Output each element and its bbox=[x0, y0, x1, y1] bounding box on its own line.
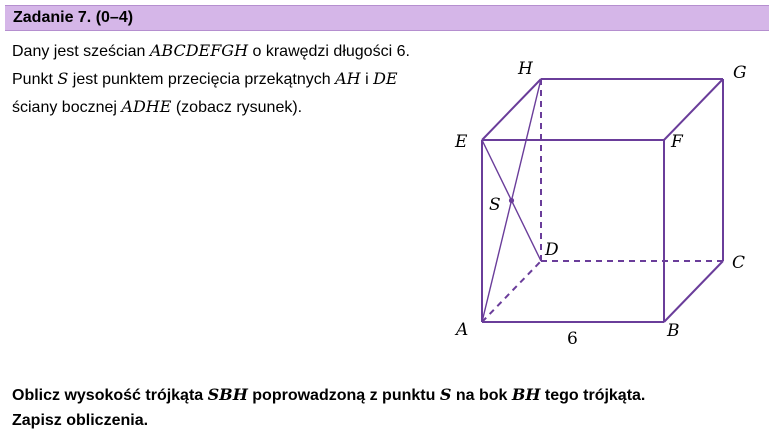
edge-length: 6 bbox=[396, 43, 406, 60]
label-h: H bbox=[518, 59, 533, 79]
edge-fg bbox=[664, 79, 723, 140]
intro-text-3: . Punkt bbox=[12, 43, 410, 88]
task-title: Zadanie 7. (0–4) bbox=[13, 9, 134, 26]
triangle-sbh: SBH bbox=[207, 385, 248, 404]
point-s: S bbox=[57, 69, 69, 88]
task-instruction bbox=[12, 382, 772, 433]
label-c: C bbox=[732, 253, 746, 273]
edge-bc bbox=[664, 261, 723, 322]
edge-he bbox=[482, 79, 541, 140]
edge-length-label: 6 bbox=[567, 329, 578, 349]
task-point-s: S bbox=[439, 385, 452, 404]
label-d: D bbox=[545, 240, 559, 260]
task-text-2: poprowadzoną z punktu bbox=[247, 387, 440, 404]
intro-text-4: jest punktem przecięcia przekątnych bbox=[68, 71, 336, 88]
cube-name: ABCDEFGH bbox=[149, 41, 249, 60]
edge-ad bbox=[482, 261, 541, 322]
label-f: F bbox=[671, 132, 683, 152]
diagonal-ah: AH bbox=[335, 69, 361, 88]
intro-text-6: ściany bocznej bbox=[12, 99, 122, 116]
side-bh: BH bbox=[511, 385, 541, 404]
intro-text-1: Dany jest sześcian bbox=[12, 43, 150, 60]
task-text-4: tego trójkąta. bbox=[540, 387, 646, 404]
intro-text-7: (zobacz rysunek). bbox=[171, 99, 303, 116]
task-text-5: Zapisz obliczenia. bbox=[12, 412, 149, 429]
point-s-dot bbox=[509, 198, 514, 203]
label-g: G bbox=[733, 63, 747, 83]
label-b: B bbox=[667, 321, 680, 341]
diagonal-de: DE bbox=[373, 69, 398, 88]
label-s: S bbox=[489, 195, 501, 215]
task-text-1: Oblicz wysokość trójkąta bbox=[12, 387, 208, 404]
label-a: A bbox=[456, 320, 469, 340]
intro-text-2: o krawędzi długości bbox=[248, 43, 397, 60]
intro-text-5: i bbox=[360, 71, 374, 88]
task-text-3: na bok bbox=[451, 387, 512, 404]
face-adhe: ADHE bbox=[121, 97, 172, 116]
label-e: E bbox=[455, 132, 468, 152]
